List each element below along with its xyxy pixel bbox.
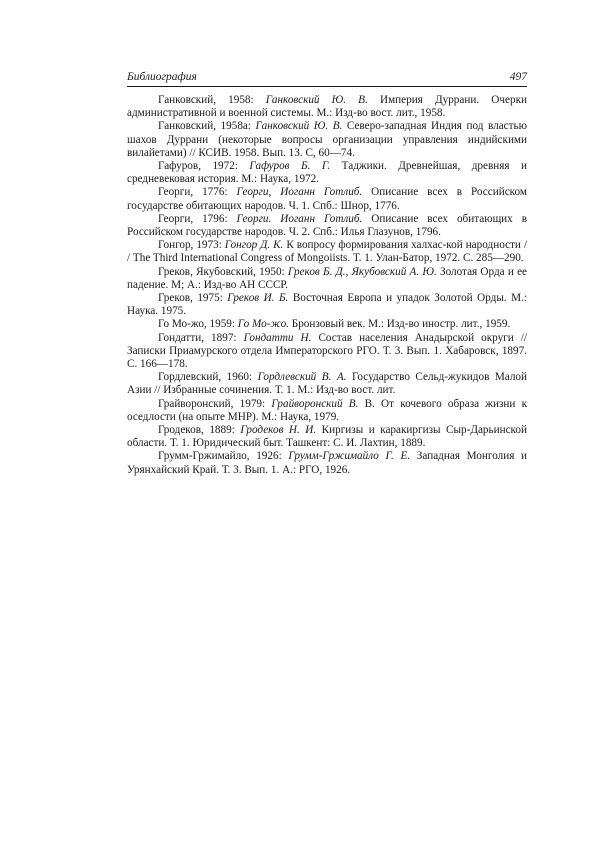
bibliography-entry xyxy=(127,94,527,120)
entry-key: Грайворонский, 1979: xyxy=(158,397,272,410)
entry-text: К вопросу формирования халхас-кой народности / / The Third International Congress of Mongoiists. Т. 1. Улан-Батор, 1972. С. 285—290. xyxy=(127,239,527,265)
entry-text: Западная Монголия и Урянхайский Край. Т. 3. Вып. 1. А.: РГО, 1926. xyxy=(127,450,528,476)
entry-key: Го Мо-жо, 1959: xyxy=(158,318,238,331)
bibliography-entry xyxy=(127,160,527,186)
bibliography-entry xyxy=(127,398,527,424)
entry-author: Ганковский Ю. В. xyxy=(265,94,368,106)
bibliography-entry xyxy=(127,186,527,212)
entry-author: Го Мо-жо. xyxy=(237,318,289,331)
entry-author: Гондатти Н. xyxy=(243,331,312,344)
entry-author: Георги. Иоганн Готлиб. xyxy=(236,212,363,225)
entry-text: Состав населения Анадырской округи // Записки Приамурского отдела Императорского РГО. Т. 3. Вып. 1. Хабаровск, 1897. С. 166—178. xyxy=(127,331,527,371)
entry-key: Георги, 1776: xyxy=(158,186,237,199)
entry-text: Описание всех в Российском государстве обитающих народов. Ч. 1. Спб.: Шнор, 1776. xyxy=(127,186,528,212)
entry-text: Таджики. Древнейшая, древняя и средневековая история. М.: Наука, 1972. xyxy=(127,160,527,186)
bibliography-entry xyxy=(127,371,527,397)
bibliography-entry xyxy=(127,332,527,372)
entry-text: Бронзовый век. М.: Изд-во иностр. лит., 1959. xyxy=(288,318,511,331)
entry-key: Гордлевский, 1960: xyxy=(158,371,258,384)
entry-key: Ганковский, 1958: xyxy=(158,94,266,106)
entry-text: Империя Дуррани. Очерки административной и военной системы. М.: Изд-во вост. лит., 1958. xyxy=(127,94,527,120)
entry-author: Грумм-Гржимайло Г. Е. xyxy=(288,450,411,463)
entry-key: Ганковский, 1958a: xyxy=(158,120,256,133)
entry-author: Грайворонский В. xyxy=(271,397,359,410)
page-number: 497 xyxy=(509,71,527,83)
entry-text: В. От кочевого образа жизни к оседлости (на опыте МНР). М.: Наука, 1979. xyxy=(127,397,527,423)
section-title: Библиография xyxy=(127,71,197,83)
entry-author: Ганковский Ю. В. xyxy=(255,120,343,133)
entry-author: Гордлевский В. А. xyxy=(257,371,347,384)
entry-key: Гродеков, 1889: xyxy=(158,424,241,437)
entry-author: Гродеков Н. И. xyxy=(240,424,317,437)
bibliography-entry xyxy=(127,292,527,318)
entry-key: Георги, 1796: xyxy=(158,212,237,225)
bibliography-entry xyxy=(127,450,527,476)
running-header xyxy=(127,70,527,87)
entry-author: Греков Б. Д., Якубовский А. Ю. xyxy=(287,265,437,278)
entry-key: Греков, Якубовский, 1950: xyxy=(158,265,288,278)
bibliography-entry xyxy=(127,239,527,265)
entry-author: Георги, Иоганн Готлиб. xyxy=(236,186,363,199)
entry-key: Гондатти, 1897: xyxy=(158,331,244,344)
entry-text: Государство Сельд-жукидов Малой Азии // Избранные сочинения. Т. 1. М.: Изд-во вост. лит. xyxy=(127,371,528,397)
entry-author: Греков И. Б. xyxy=(227,292,289,305)
entry-text: Описание всех обитающих в Российском государстве народов. Ч. 2. Спб.: Илья Глазунов, 1796. xyxy=(127,212,527,239)
entry-key: Гафуров, 1972: xyxy=(158,160,250,173)
bibliography-list xyxy=(127,94,527,477)
entry-author: Гафуров Б. Г. xyxy=(249,160,331,173)
bibliography-entry xyxy=(127,424,527,450)
bibliography-entry xyxy=(127,213,527,239)
entry-author: Гонгор Д. К. xyxy=(224,239,284,252)
entry-text: Киргизы и каракиргизы Сыр-Дарьинской области. Т. 1. Юридический быт. Ташкент: С. И. Лахтин, 1889. xyxy=(127,424,527,450)
entry-text: Золотая Орда и ее падение. М; А.: Изд-во АН СССР. xyxy=(127,265,527,291)
entry-text: Восточная Европа и упадок Золотой Орды. М.: Наука. 1975. xyxy=(127,292,527,318)
bibliography-entry xyxy=(127,266,527,292)
entry-text: Северо-западная Индия под властью шахов Дуррани (некоторые вопросы организации управления индийскими вилайетами) // КСИВ. 1958. Вып. 13. С, 60—74. xyxy=(127,120,527,159)
entry-key: Гонгор, 1973: xyxy=(158,239,225,252)
entry-key: Греков, 1975: xyxy=(158,292,228,305)
bibliography-entry xyxy=(127,318,527,331)
entry-key: Грумм-Гржимайло, 1926: xyxy=(158,450,289,463)
bibliography-entry xyxy=(127,120,527,160)
